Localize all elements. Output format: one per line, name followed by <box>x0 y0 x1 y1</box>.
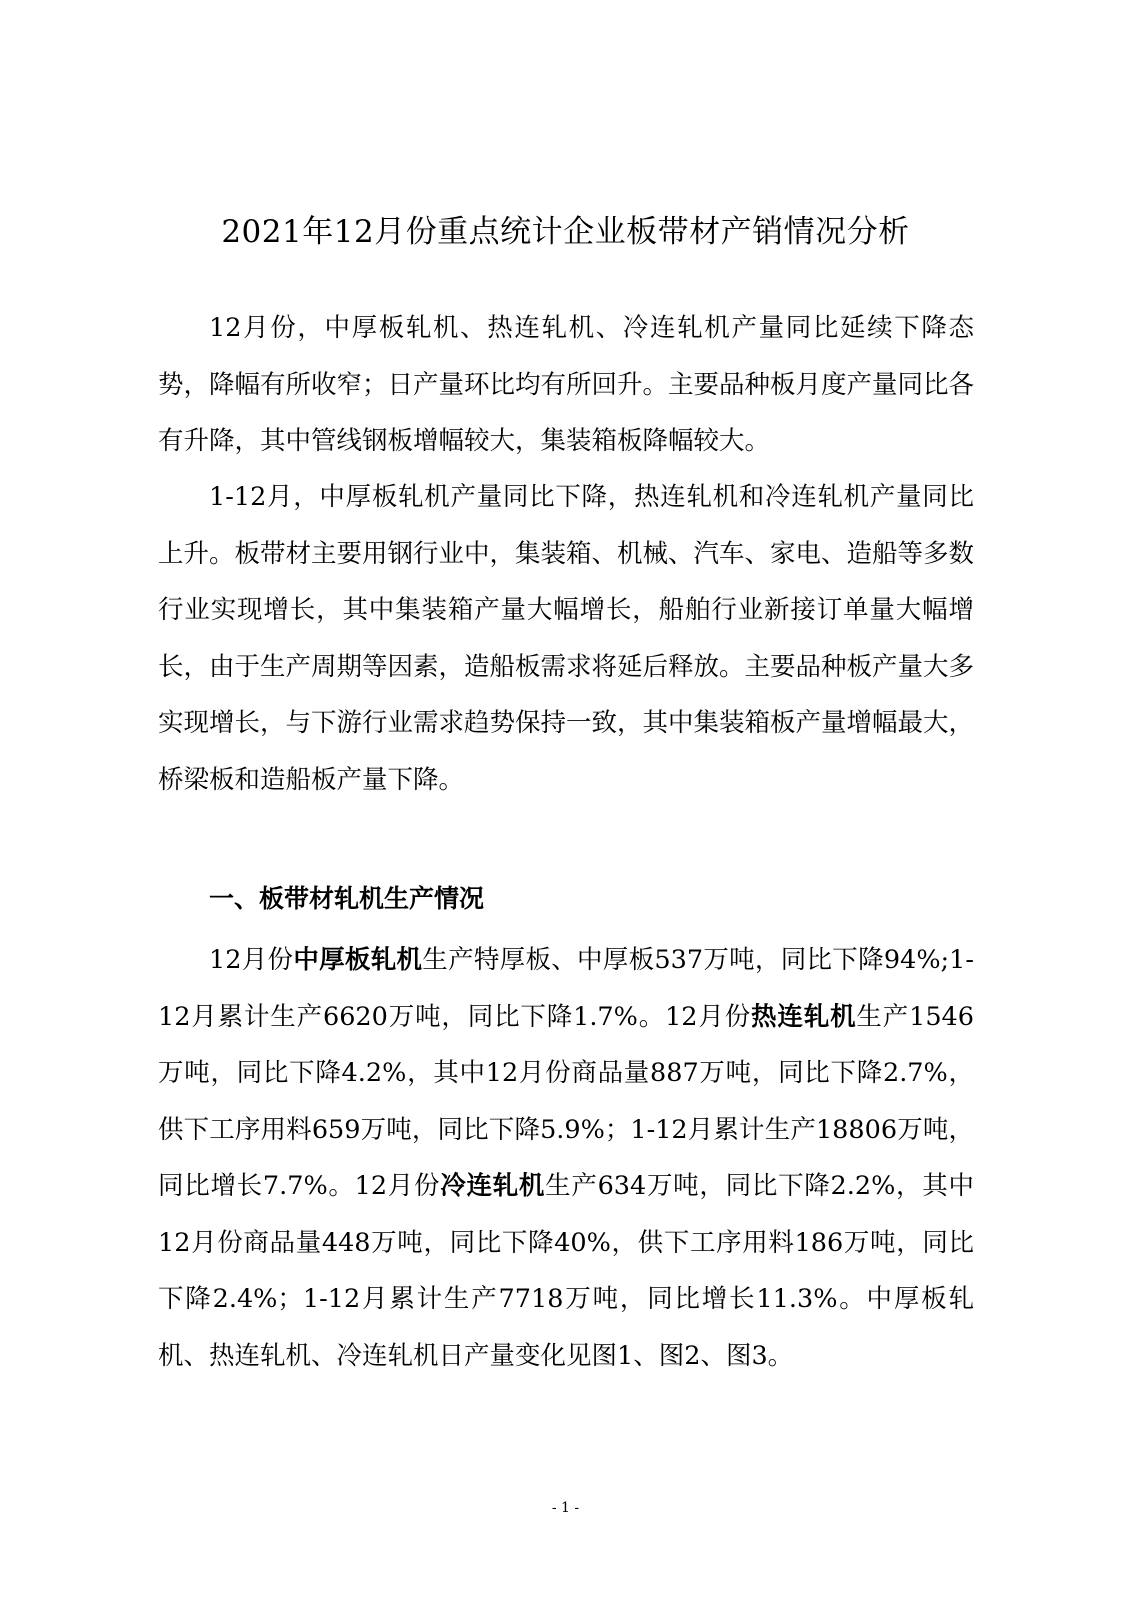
text-segment: 生产特厚板、中厚板537万吨，同比下降94%;1-12月累计生产6620万吨，同比下降1.7%。12月份 <box>158 945 974 1032</box>
paragraph-summary-december: 12月份，中厚板轧机、热连轧机、冷连轧机产量同比延续下降态势，降幅有所收窄；日产量环比均有所回升。主要品种板月度产量同比各有升降，其中管线钢板增幅较大，集装箱板降幅较大。 <box>158 313 975 456</box>
document-title: 2021年12月份重点统计企业板带材产销情况分析 <box>221 214 910 250</box>
paragraph-summary-annual: 1-12月，中厚板轧机产量同比下降，热连轧机和冷连轧机产量同比上升。板带材主要用钢行业中，集装箱、机械、汽车、家电、造船等多数行业实现增长，其中集装箱产量大幅增长，船舶行业新接订单量大幅增长，由于生产周期等因素，造船板需求将延后释放。主要品种板产量大多实现增长，与下游行业需求趋势保持一致，其中集装箱板产量增幅最大，桥梁板和造船板产量下降。 <box>158 482 975 795</box>
term-hot-strip-mill: 热连轧机 <box>751 1001 857 1032</box>
text-segment: 生产1546万吨，同比下降4.2%，其中12月份商品量887万吨，同比下降2.7%，供下工序用料659万吨，同比下降5.9%；1-12月累计生产18806万吨，同比增长7.7%。12月份 <box>158 1001 974 1201</box>
text-segment: 12月份 <box>209 945 294 975</box>
page-number: - 1 - <box>551 1500 580 1516</box>
text-segment: 生产634万吨，同比下降2.2%，其中12月份商品量448万吨，同比下降40%，供下工序用料186万吨，同比下降2.4%；1-12月累计生产7718万吨，同比增长11.3%。中厚板轧机、热连轧机、冷连轧机日产量变化见图1、图2、图3。 <box>158 1171 974 1371</box>
term-medium-plate-mill: 中厚板轧机 <box>293 945 423 975</box>
section-heading-rolling-mill-production: 一、板带材轧机生产情况 <box>209 884 485 913</box>
paragraph-rolling-mill-production <box>158 932 974 1384</box>
term-cold-strip-mill: 冷连轧机 <box>440 1171 546 1201</box>
